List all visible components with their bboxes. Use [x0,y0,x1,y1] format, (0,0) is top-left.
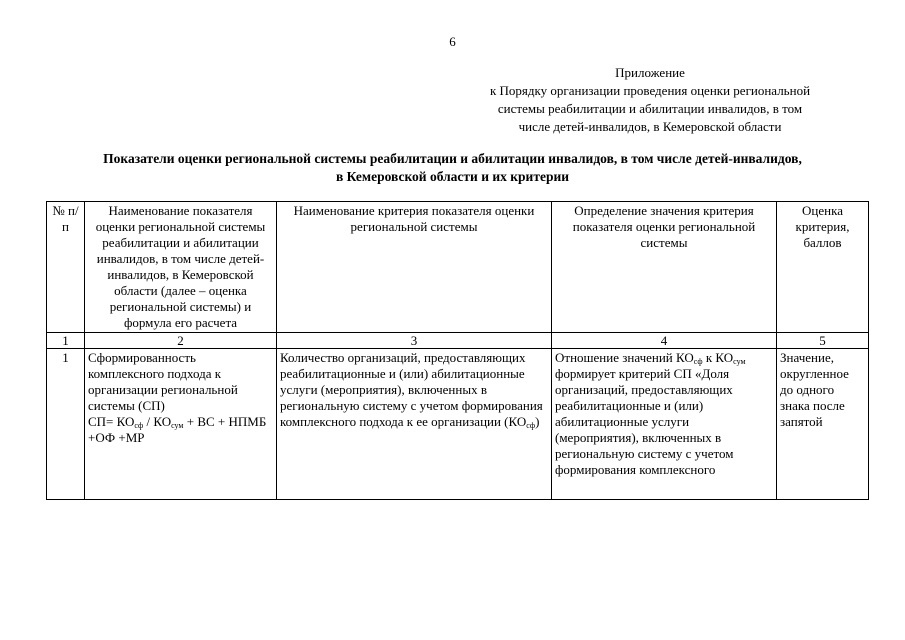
header-criterion-name: Наименование критерия показателя оценки региональной системы [277,202,552,333]
formula-part: / КО [143,414,172,429]
appendix-line-1: Приложение [615,65,685,80]
criterion-text-end: ) [535,414,540,429]
appendix-line-3: системы реабилитации и абилитации инвалидов, в том [497,101,803,116]
header-score: Оценка критерия, баллов [777,202,869,333]
column-number: 2 [85,333,277,349]
formula-part: + ВС + НПМБ +ОФ +МР [88,414,267,445]
header-number: № п/п [47,202,85,333]
table-header-row [47,202,869,333]
definition-text: формирует критерий СП «Доля организаций, предоставляющих реабилитационные и (или) абилитационные услуги (мероприятия), включенных в региональную систему с учетом формирования комплексного [555,366,734,477]
definition-subscript: сум [733,357,746,366]
indicator-name: Сформированность комплексного подхода к организации региональной системы (СП) [88,350,238,413]
document-title [40,150,865,186]
appendix-line-2: к Порядку организации проведения оценки региональной [489,83,811,98]
header-criterion-definition: Определение значения критерия показателя оценки региональной системы [552,202,777,333]
definition-text: к КО [702,350,734,365]
criterion-subscript: сф [526,421,536,430]
definition-cell [552,349,777,500]
column-number: 1 [47,333,85,349]
indicators-table [46,201,869,500]
indicator-cell [85,349,277,500]
column-number-row [47,333,869,349]
table-row [47,349,869,500]
definition-subscript: сф [693,357,703,366]
appendix-line-4: числе детей-инвалидов, в Кемеровской области [518,119,782,134]
header-indicator-name: Наименование показателя оценки региональной системы реабилитации и абилитации инвалидов, в том числе детей-инвалидов, в Кемеровской области (далее – оценка региональной системы) и формула его расчета [85,202,277,333]
indicator-formula [88,414,266,445]
formula-part: СП= КО [88,414,135,429]
title-line-1: Показатели оценки региональной системы реабилитации и абилитации инвалидов, в том числе детей-инвалидов, [103,151,802,166]
formula-subscript: сум [171,421,184,430]
score-cell: Значение, округленное до одного знака после запятой [777,349,869,500]
formula-subscript: сф [134,421,144,430]
criterion-text: Количество организаций, предоставляющих реабилитационные и (или) абилитационные услуги (мероприятия), включенных в региональную систему с учетом формирования комплексного подхода к ее организации (КО [280,350,543,429]
column-number: 4 [552,333,777,349]
row-number: 1 [47,349,85,500]
criterion-cell [277,349,552,500]
column-number: 5 [777,333,869,349]
page-number: 6 [449,34,456,49]
definition-text: Отношение значений КО [555,350,694,365]
title-line-2: в Кемеровской области и их критерии [335,169,570,184]
column-number: 3 [277,333,552,349]
appendix-header [450,64,850,136]
